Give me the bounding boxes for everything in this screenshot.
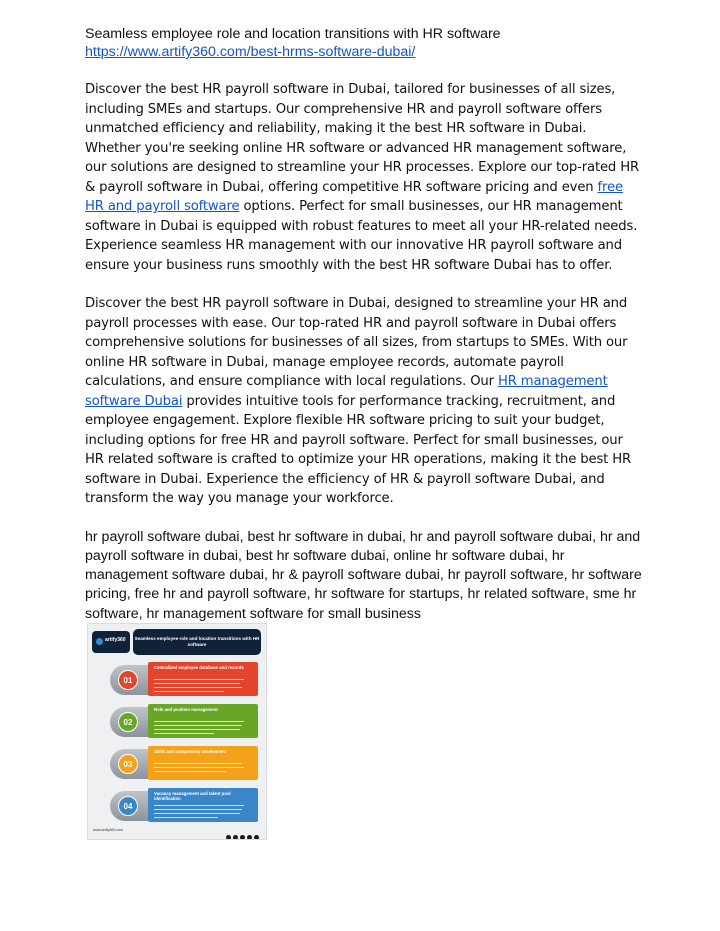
instagram-icon [233, 835, 238, 840]
infographic-step [110, 746, 258, 780]
document-body [85, 25, 645, 624]
step-text-line [154, 679, 244, 680]
step-text-line [154, 725, 242, 726]
step-text-line [154, 767, 244, 768]
keywords-paragraph: hr payroll software dubai, best hr software in dubai, hr and payroll software dubai, hr and payroll software in dubai, best hr software dubai, online hr software dubai, hr management software dubai, hr & payroll software dubai, hr payroll software, hr software pricing, free hr and payroll software, hr software for startups, hr related software, sme hr software, hr management software for small business [85, 528, 642, 622]
step-text-line [154, 771, 226, 772]
infographic-header [92, 629, 262, 655]
step-text-line [154, 687, 242, 688]
step-text-line [154, 817, 218, 818]
paragraph-2-text-a: Discover the best HR payroll software in Dubai, designed to streamline your HR and payroll processes with ease. Our top-rated HR and payroll software in Dubai offers comprehensive solutions for businesses of all sizes, from startups to SMEs. With our online HR software in Dubai, manage employee records, automate payroll calculations, and ensure compliance with local regulations. Our [85, 296, 628, 389]
infographic-step [110, 704, 258, 738]
step-number: 02 [118, 712, 138, 732]
infographic-image [87, 623, 267, 840]
step-text-line [154, 691, 224, 692]
step-text-line [154, 813, 240, 814]
step-text-line [154, 809, 242, 810]
step-title: Vacancy management and talent pool identification [154, 791, 231, 801]
logo-mark-icon [96, 638, 103, 645]
step-number: 03 [118, 754, 138, 774]
paragraph-1 [85, 80, 645, 275]
step-number: 01 [118, 670, 138, 690]
step-number: 04 [118, 796, 138, 816]
step-text-line [154, 729, 240, 730]
paragraph-1-text-b: options. Perfect for small businesses, our HR management software in Dubai is equipped with robust features to meet all your HR-related needs. Experience seamless HR management with our innovative HR payroll software and ensure your business runs smoothly with the best HR software Dubai has to offer. [85, 199, 638, 273]
step-text-line [154, 721, 244, 722]
infographic-step [110, 662, 258, 696]
step-text-line [154, 805, 244, 806]
hr-management-software-link[interactable]: HR management software Dubai [85, 374, 608, 409]
social-icons [226, 827, 261, 833]
twitter-icon [240, 835, 245, 840]
infographic-footer-url: www.artify360.com [93, 828, 124, 832]
infographic-step [110, 788, 258, 822]
step-title: Skills and competency assessment [154, 749, 227, 754]
linkedin-icon [247, 835, 252, 840]
logo-text: artify360 [105, 637, 126, 643]
infographic-title: Seamless employee role and location transitions with HR software [133, 629, 261, 655]
paragraph-2-text-b: provides intuitive tools for performance tracking, recruitment, and employee engagement. Explore flexible HR software pricing to suit your budget, including options for free HR and payroll software. Perfect for small businesses, our HR related software is crafted to optimize your HR operations, making it the best HR software in Dubai. Experience the efficiency of HR & payroll software Dubai, and transform the way you manage your workforce. [85, 393, 632, 506]
step-text-line [154, 683, 240, 684]
step-title: Role and position management [154, 707, 218, 712]
free-hr-payroll-link[interactable]: free HR and payroll software [85, 179, 623, 214]
step-title: Centralized employee database and records [154, 665, 244, 670]
facebook-icon [226, 835, 231, 840]
step-text-line [154, 733, 214, 734]
artify-logo [92, 631, 130, 653]
paragraph-1-text-a: Discover the best HR payroll software in Dubai, tailored for businesses of all sizes, including SMEs and startups. Our comprehensive HR and payroll software offers unmatched efficiency and reliability, making it the best HR software in Dubai. Whether you're seeking online HR software or advanced HR management software, our solutions are designed to streamline your HR processes. Explore our top-rated HR & payroll software in Dubai, offering competitive HR software pricing and even [85, 82, 639, 195]
step-text-line [154, 763, 242, 764]
youtube-icon [254, 835, 259, 840]
document-title: Seamless employee role and location transitions with HR software [85, 26, 501, 42]
source-url-link[interactable]: https://www.artify360.com/best-hrms-software-dubai/ [85, 44, 416, 60]
paragraph-2 [85, 294, 645, 509]
